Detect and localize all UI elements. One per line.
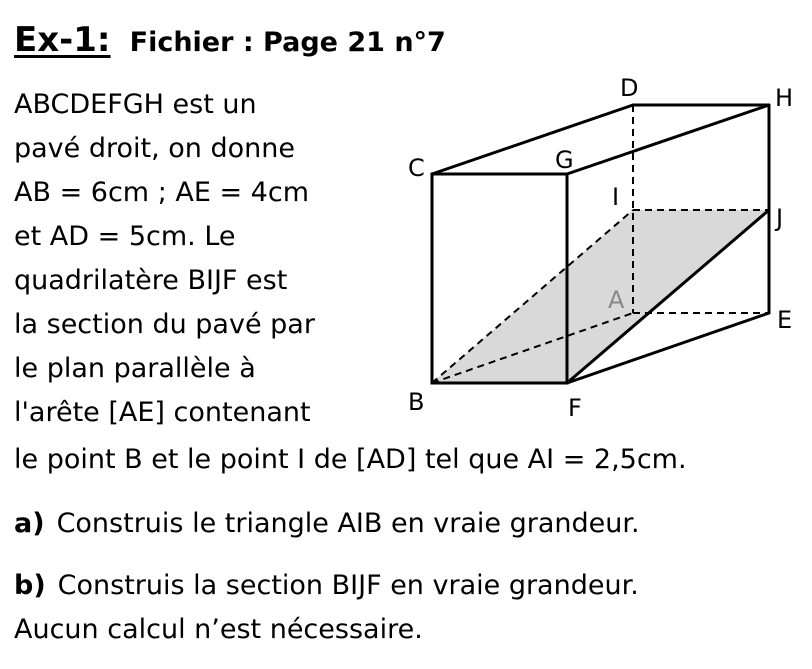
label-a: A [608,286,625,314]
question-text: Construis le triangle AIB en vraie grandeur. [56,508,640,539]
statement-line: ABCDEFGH est un [14,89,257,120]
question-tag: b) [14,570,46,601]
statement-line: quadrilatère BIJF est [14,265,288,296]
exercise-number: Ex-1: [14,20,111,60]
label-e: E [777,306,793,334]
label-b: B [408,388,425,416]
section-bijf [432,210,769,383]
label-j: J [776,204,784,232]
exercise-reference: Fichier : Page 21 n°7 [129,27,446,58]
statement-line: pavé droit, on donne [14,133,295,164]
statement-line: AB = 6cm ; AE = 4cm [14,177,310,208]
statement-line: la section du pavé par [14,309,315,340]
label-g: G [555,146,574,174]
statement-line: le plan parallèle à [14,353,256,384]
footer-note: Aucun calcul n’est nécessaire. [14,614,423,645]
statement-line: l'arête [AE] contenant [14,397,311,428]
label-f: F [568,394,582,422]
statement-line: et AD = 5cm. Le [14,221,236,252]
label-h: H [775,84,794,112]
label-i: I [612,183,620,211]
question-tag: a) [14,508,45,539]
label-d: D [620,74,639,102]
edge-cd [432,105,633,174]
question-text: Construis la section BIJF en vraie grandeur. [57,570,639,601]
statement-line: le point B et le point I de [AD] tel que AI = 2,5cm. [14,444,687,475]
edge-gh [567,105,769,174]
label-c: C [408,154,425,182]
